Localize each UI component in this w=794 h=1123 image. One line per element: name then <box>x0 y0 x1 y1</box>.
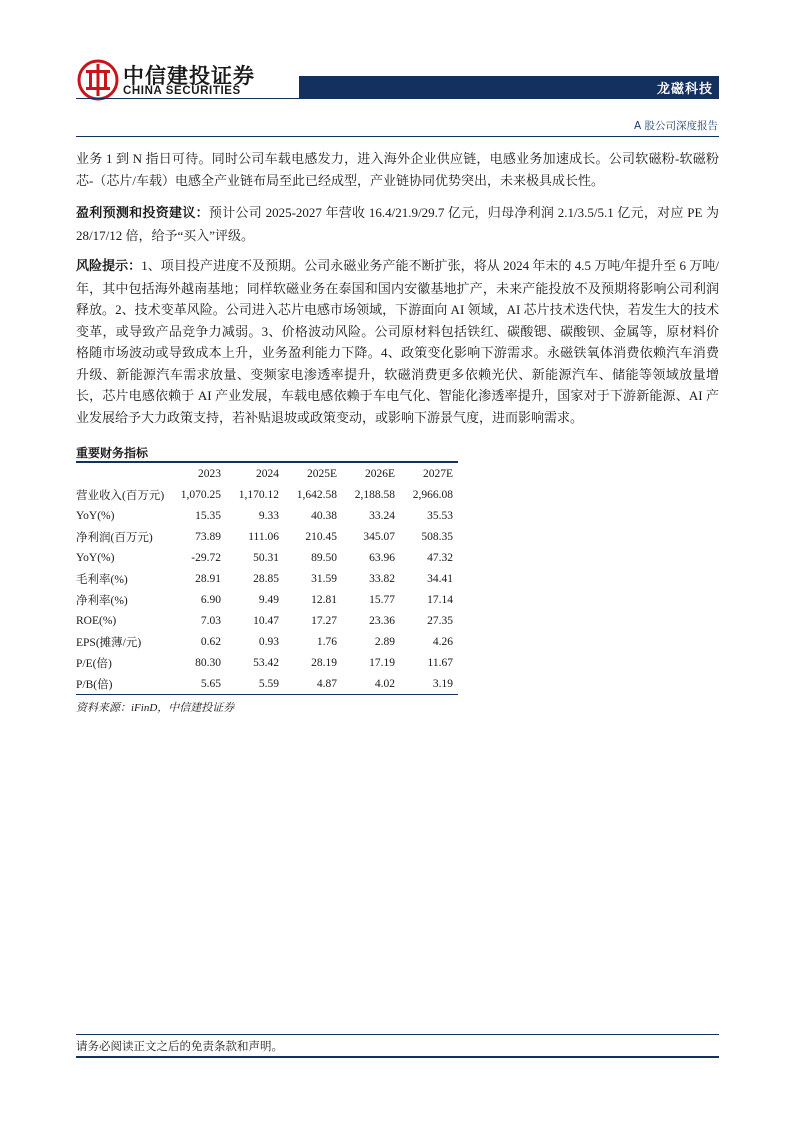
china-securities-logo-icon <box>77 58 119 102</box>
cell: -29.72 <box>191 551 221 564</box>
cell: 40.38 <box>311 509 337 522</box>
cell: 4.87 <box>316 677 337 690</box>
table-row <box>76 610 456 631</box>
cell: 53.42 <box>253 656 279 669</box>
cell: 17.27 <box>311 614 337 627</box>
table-row <box>76 631 456 652</box>
forecast-label: 盈利预测和投资建议： <box>76 206 209 221</box>
cell: 2,966.08 <box>412 488 453 501</box>
cell: 27.35 <box>427 614 453 627</box>
cell: 28.19 <box>311 656 337 669</box>
cell: 34.41 <box>427 572 453 585</box>
cell: 17.14 <box>427 593 453 606</box>
row-label: EPS(摊薄/元) <box>76 636 142 649</box>
col-header: 2026E <box>364 468 395 480</box>
cell: 33.24 <box>369 509 395 522</box>
cell: 345.07 <box>363 530 395 543</box>
table-row <box>76 547 456 568</box>
disclaimer-note: 请务必阅读正文之后的免责条款和声明。 <box>76 1039 283 1053</box>
table-top-rule <box>76 461 458 463</box>
company-name: 龙磁科技 <box>656 82 713 97</box>
col-header: 2023 <box>198 468 221 480</box>
footer-top-rule <box>76 1034 719 1035</box>
row-label: 净利润(百万元) <box>76 531 153 544</box>
financials-title: 重要财务指标 <box>76 446 149 460</box>
cell: 73.89 <box>195 530 221 543</box>
cell: 63.96 <box>369 551 395 564</box>
cell: 2.89 <box>374 635 395 648</box>
table-row <box>76 484 456 505</box>
row-label: YoY(%) <box>76 509 115 522</box>
col-header: 2025E <box>306 468 337 480</box>
cell: 210.45 <box>305 530 337 543</box>
table-row <box>76 526 456 547</box>
cell: 1,642.58 <box>296 488 337 501</box>
company-logo <box>77 58 255 102</box>
cell: 4.02 <box>374 677 395 690</box>
table-header-row <box>76 464 456 484</box>
cell: 15.35 <box>195 509 221 522</box>
cell: 50.31 <box>253 551 279 564</box>
table-header-blank <box>76 464 166 484</box>
row-label: 营业收入(百万元) <box>76 489 165 502</box>
cell: 5.59 <box>258 677 279 690</box>
risk-paragraph <box>76 255 719 428</box>
cell: 508.35 <box>421 530 453 543</box>
cell: 2,188.58 <box>354 488 395 501</box>
cell: 3.19 <box>432 677 453 690</box>
cell: 9.33 <box>258 509 279 522</box>
cell: 10.47 <box>253 614 279 627</box>
risk-label: 风险提示： <box>76 259 142 274</box>
subheader-divider <box>76 136 719 137</box>
cell: 17.19 <box>369 656 395 669</box>
table-row <box>76 505 456 526</box>
forecast-paragraph <box>76 202 719 246</box>
cell: 28.85 <box>253 572 279 585</box>
cell: 4.26 <box>432 635 453 648</box>
cell: 11.67 <box>427 656 453 669</box>
financials-table <box>76 464 456 694</box>
risk-text: 1、项目投产进度不及预期。公司永磁业务产能不断扩张，将从 2024 年末的 4.5 万吨/年提升至 6 万吨/年，其中包括海外越南基地；同样软磁业务在泰国和国内安徽基地扩产，未来产能投放不及预期将影响公司利润释放。2、技术变革风险。公司进入芯片电感市场领域，下游面向 AI 领域，AI 芯片技术迭代快，若发生大的技术变革，或导致产品竞争力减弱。3、价格波动风险。公司原材料包括铁红、碳酸锶、碳酸钡、金属等，原材料价格随市场波动或导致成本上升，业务盈利能力下降。4、政策变化影响下游需求。永磁铁氧体消费依赖汽车消费升级、新能源汽车需求放量、变频家电渗透率提升，软磁消费更多依赖光伏、新能源汽车、储能等领域放量增长，芯片电感依赖于 AI 产业发展，车载电感依赖于车电气化、智能化渗透率提升，国家对于下游新能源、AI 产业发展给予大力政策支持，若补贴退坡或政策变动，或影响下游景气度，进而影响需求。 <box>76 258 719 425</box>
cell: 80.30 <box>195 656 221 669</box>
forecast-text: 预计公司 2025-2027 年营收 16.4/21.9/29.7 亿元，归母净利润 2.1/3.5/5.1 亿元，对应 PE 为 28/17/12 倍，给予“买入”评级。 <box>76 205 719 243</box>
row-label: P/B(倍) <box>76 678 113 691</box>
cell: 89.50 <box>311 551 337 564</box>
col-header: 2024 <box>256 468 279 480</box>
table-bottom-rule <box>76 694 458 695</box>
cell: 1.76 <box>316 635 337 648</box>
cell: 0.93 <box>258 635 279 648</box>
col-header: 2027E <box>422 468 453 480</box>
report-type: A 股公司深度报告 <box>633 120 718 132</box>
table-row <box>76 568 456 589</box>
cell: 0.62 <box>200 635 221 648</box>
footer-bottom-rule <box>76 1056 719 1058</box>
cell: 111.06 <box>248 530 279 543</box>
row-label: ROE(%) <box>76 614 117 627</box>
cell: 6.90 <box>200 593 221 606</box>
row-label: 净利率(%) <box>76 594 128 607</box>
cell: 1,170.12 <box>238 488 279 501</box>
header-divider <box>76 98 719 99</box>
intro-paragraph: 业务 1 到 N 指日可待。同时公司车载电感发力，进入海外企业供应链，电感业务加速成长。公司软磁粉-软磁粉芯-（芯片/车载）电感全产业链布局至此已经成型，产业链协同优势突出，未来极具成长性。 <box>76 151 719 188</box>
cell: 31.59 <box>311 572 337 585</box>
table-row <box>76 652 456 673</box>
table-source: 资料来源：iFinD，中信建投证券 <box>76 702 235 714</box>
cell: 1,070.25 <box>180 488 221 501</box>
row-label: P/E(倍) <box>76 657 112 670</box>
cell: 35.53 <box>427 509 453 522</box>
cell: 5.65 <box>200 677 221 690</box>
company-header-bar <box>299 76 719 98</box>
row-label: 毛利率(%) <box>76 573 128 586</box>
cell: 23.36 <box>369 614 395 627</box>
cell: 28.91 <box>195 572 221 585</box>
cell: 7.03 <box>200 614 221 627</box>
cell: 12.81 <box>311 593 337 606</box>
table-row <box>76 673 456 694</box>
row-label: YoY(%) <box>76 551 115 564</box>
cell: 33.82 <box>369 572 395 585</box>
cell: 47.32 <box>427 551 453 564</box>
logo-english-name: CHINA SECURITIES <box>123 85 241 97</box>
cell: 15.77 <box>369 593 395 606</box>
logo-chinese-name: 中信建投证券 <box>123 64 255 88</box>
cell: 9.49 <box>258 593 279 606</box>
table-row <box>76 589 456 610</box>
